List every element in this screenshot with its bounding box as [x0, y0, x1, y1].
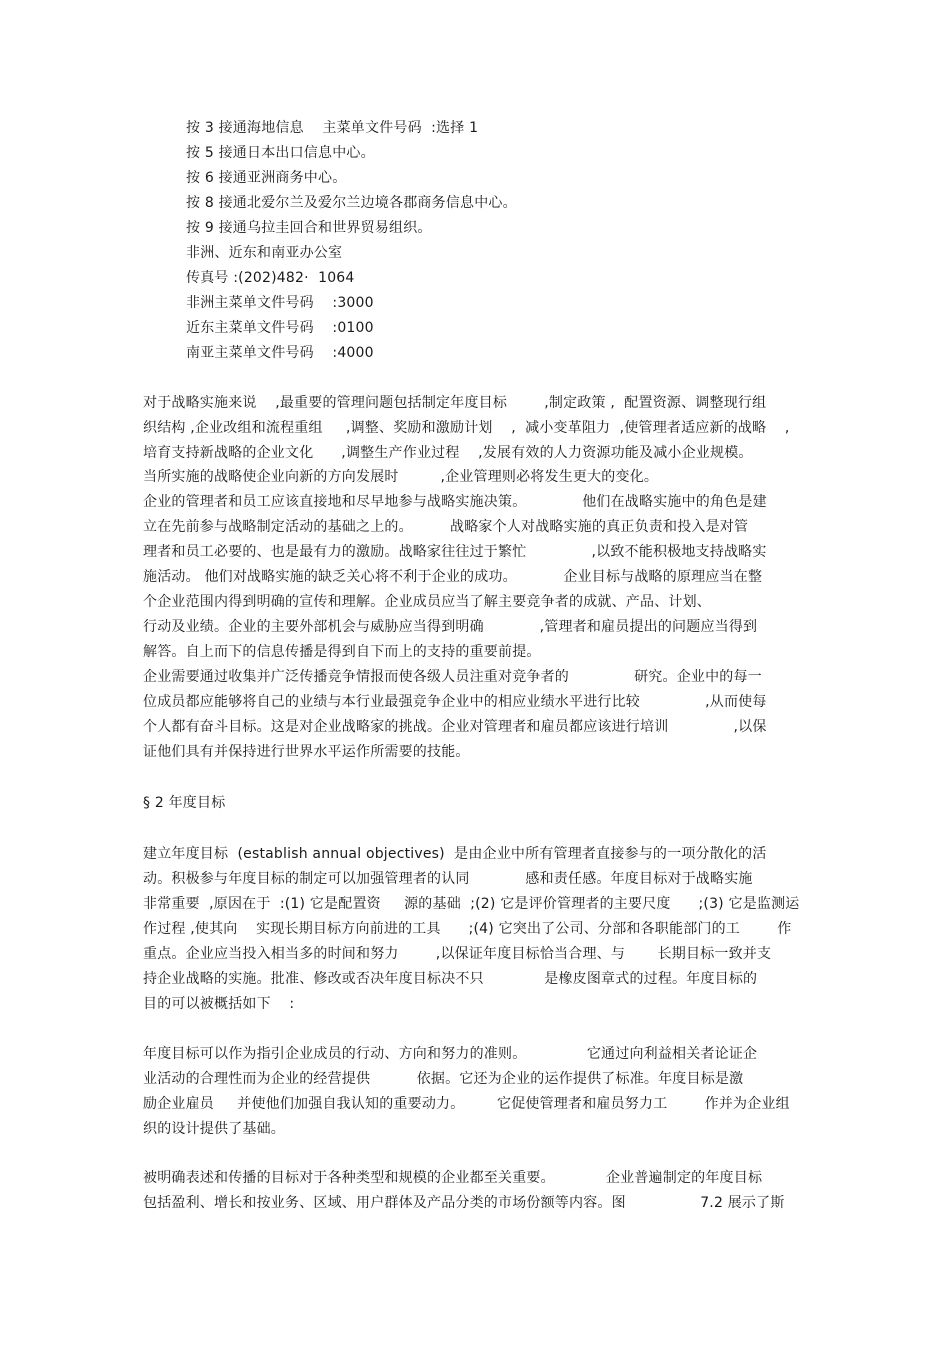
paragraph-line: 理者和员工必要的、也是最有力的激励。战略家往往过于繁忙 ,以致不能积极地支持战略实	[143, 544, 767, 560]
paragraph-line: 企业的管理者和员工应该直接地和尽早地参与战略实施决策。 他们在战略实施中的角色是建	[143, 494, 767, 510]
paragraph-line: 被明确表述和传播的目标对于各种类型和规模的企业都至关重要。 企业普遍制定的年度目标	[143, 1170, 763, 1186]
list-line: 按 9 接通乌拉圭回合和世界贸易组织。	[186, 220, 432, 236]
section-heading: § 2 年度目标	[143, 795, 226, 811]
list-line: 按 6 接通亚洲商务中心。	[186, 170, 347, 186]
paragraph-line: 解答。自上而下的信息传播是得到自下而上的支持的重要前提。	[143, 644, 541, 660]
paragraph-line: 个企业范围内得到明确的宣传和理解。企业成员应当了解主要竞争者的成就、产品、计划、	[143, 594, 711, 610]
paragraph-line: 当所实施的战略使企业向新的方向发展时 ,企业管理则必将发生更大的变化。	[143, 469, 659, 485]
paragraph-line: 业活动的合理性而为企业的经营提供 依据。它还为企业的运作提供了标准。年度目标是激	[143, 1071, 744, 1087]
paragraph-line: 施活动。 他们对战略实施的缺乏关心将不利于企业的成功。 企业目标与战略的原理应当在整	[143, 569, 763, 585]
paragraph-line: 重点。企业应当投入相当多的时间和努力 ,以保证年度目标恰当合理、与 长期目标一致并支	[143, 946, 772, 962]
paragraph-line: 培育支持新战略的企业文化 ,调整生产作业过程 ,发展有效的人力资源功能及减小企业规模。	[143, 445, 753, 461]
paragraph-line: 包括盈利、增长和按业务、区域、用户群体及产品分类的市场份额等内容。图 7.2 展示了斯	[143, 1195, 785, 1211]
list-line: 传真号 :(202)482· 1064	[186, 270, 355, 286]
paragraph-line: 作过程 ,使其向 实现长期目标方向前进的工具 ;(4) 它突出了公司、分部和各职能部门的工 作	[143, 921, 792, 937]
paragraph-line: 目的可以被概括如下 :	[143, 996, 295, 1012]
paragraph-line: 织结构 ,企业改组和流程重组 ,调整、奖励和激励计划 , 减小变革阻力 ,使管理者适应新的战略 ,	[143, 420, 790, 436]
paragraph-line: 立在先前参与战略制定活动的基础之上的。 战略家个人对战略实施的真正负责和投入是对管	[143, 519, 749, 535]
paragraph-line: 织的设计提供了基础。	[143, 1121, 285, 1137]
paragraph-line: 个人都有奋斗目标。这是对企业战略家的挑战。企业对管理者和雇员都应该进行培训 ,以保	[143, 719, 767, 735]
paragraph-line: 位成员都应能够将自己的业绩与本行业最强竞争企业中的相应业绩水平进行比较 ,从而使每	[143, 694, 767, 710]
paragraph-line: 年度目标可以作为指引企业成员的行动、方向和努力的准则。 它通过向利益相关者论证企	[143, 1046, 758, 1062]
paragraph-line: 持企业战略的实施。批准、修改或否决年度目标决不只 是橡皮图章式的过程。年度目标的	[143, 971, 758, 987]
list-line: 近东主菜单文件号码 :0100	[186, 320, 374, 336]
paragraph-line: 非常重要 ,原因在于 :(1) 它是配置资 源的基础 ;(2) 它是评价管理者的主要尺度 ;(3) 它是监测运	[143, 896, 800, 912]
paragraph-line: 行动及业绩。企业的主要外部机会与威胁应当得到明确 ,管理者和雇员提出的问题应当得到	[143, 619, 758, 635]
list-line: 按 3 接通海地信息 主菜单文件号码 :选择 1	[186, 120, 479, 136]
list-line: 非洲主菜单文件号码 :3000	[186, 295, 374, 311]
list-line: 非洲、近东和南亚办公室	[186, 245, 343, 261]
list-line: 按 5 接通日本出口信息中心。	[186, 145, 375, 161]
paragraph-line: 证他们具有并保持进行世界水平运作所需要的技能。	[143, 744, 470, 760]
list-line: 南亚主菜单文件号码 :4000	[186, 345, 374, 361]
paragraph-line: 励企业雇员 并使他们加强自我认知的重要动力。 它促使管理者和雇员努力工 作并为企业组	[143, 1096, 790, 1112]
paragraph-line: 建立年度目标 (establish annual objectives) 是由企业中所有管理者直接参与的一项分散化的活	[143, 846, 767, 862]
paragraph-line: 动。积极参与年度目标的制定可以加强管理者的认同 感和责任感。年度目标对于战略实施	[143, 871, 753, 887]
paragraph-line: 企业需要通过收集并广泛传播竞争情报而使各级人员注重对竞争者的 研究。企业中的每一	[143, 669, 762, 685]
list-line: 按 8 接通北爱尔兰及爱尔兰边境各郡商务信息中心。	[186, 195, 517, 211]
paragraph-line: 对于战略实施来说 ,最重要的管理问题包括制定年度目标 ,制定政策 , 配置资源、调整现行组	[143, 395, 767, 411]
